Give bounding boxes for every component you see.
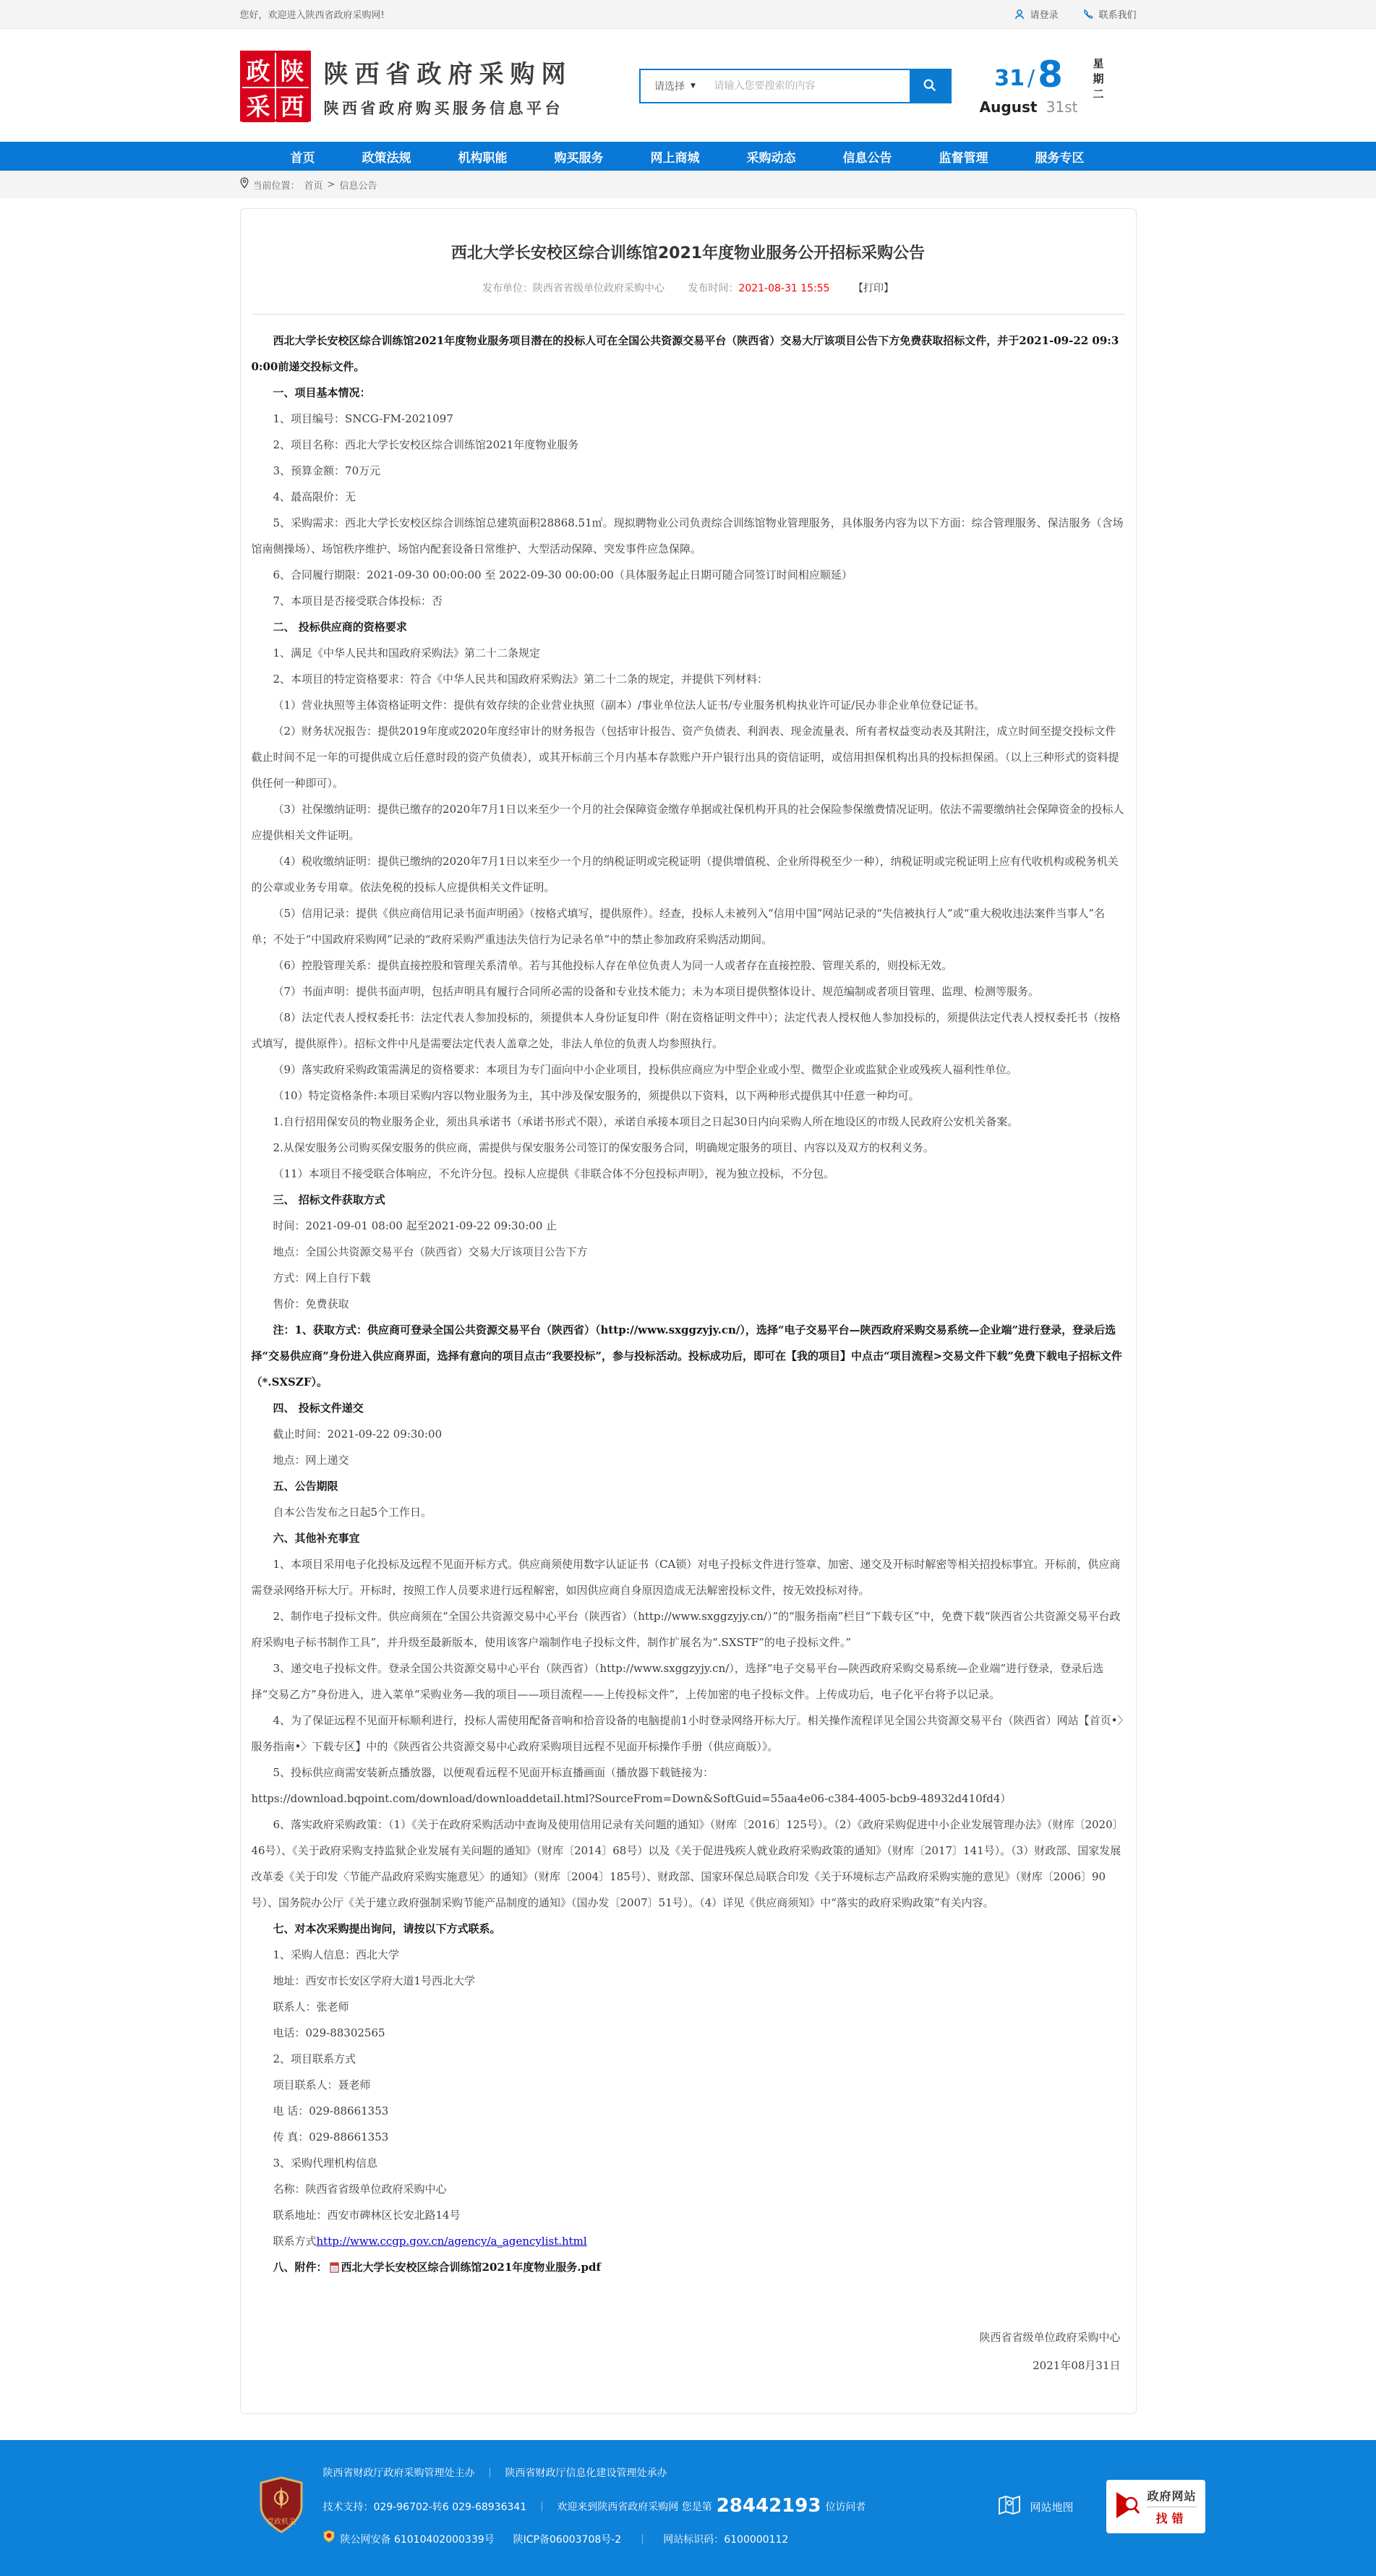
site-name: 陕西省政府采购网: [323, 59, 573, 89]
date-day: 31: [994, 66, 1025, 91]
article-paragraph: 六、其他补充事宜: [273, 1532, 360, 1545]
article-paragraph: 名称：陕西省省级单位政府采购中心: [273, 2183, 447, 2196]
topbar: [0, 0, 1376, 29]
article-paragraph: 地址：西安市长安区学府大道1号西北大学: [273, 1974, 476, 1987]
location-pin-icon: [240, 177, 249, 192]
article-paragraph: 电 话：029-88661353: [273, 2104, 389, 2117]
sitemap-link[interactable]: [998, 2494, 1073, 2519]
search-category-select[interactable]: [641, 70, 710, 102]
footer-visitor-prefix: 欢迎来到陕西省政府采购网 您是第: [557, 2502, 712, 2514]
article-paragraph: （2）财务状况报告：提供2019年度或2020年度经审计的财务报告（包括审计报告、资产负债表、利润表、现金流量表、所有者权益变动表及其附注，成立时间至提交投标文件截止时间不足一年的可提供成立后任意时段的资产负债表），或其开标前三个月内基本存款账户开户银行出具的资信证明，或信用担保机构出具的投标担保函。（以上三种形式的资料提供任何一种即可）。: [251, 725, 1119, 790]
article-paragraph: 2、本项目的特定资格要求：符合《中华人民共和国政府采购法》第二十二条的规定，并提供下列材料：: [273, 673, 769, 686]
article-paragraph: 1.自行招用保安员的物业服务企业，须出具承诺书（承诺书形式不限），承诺自承接本项目之日起30日内向采购人所在地设区的市级人民政府公安机关备案。: [273, 1115, 1019, 1128]
article-paragraph: 2.从保安服务公司购买保安服务的供应商，需提供与保安服务公司签订的保安服务合同，明确规定服务的项目、内容以及双方的权利义务。: [273, 1141, 934, 1154]
date-day-en: 31st: [1046, 98, 1078, 116]
footer-line1: [323, 2462, 866, 2485]
footer-co-organizer: 陕西省财政厅信息化建设管理处承办: [505, 2468, 667, 2479]
user-icon: [1014, 9, 1025, 20]
article-paragraph: 1、采购人信息：西北大学: [273, 1948, 400, 1961]
logo-char: 政: [242, 53, 275, 87]
article-paragraph: 三、 招标文件获取方式: [273, 1193, 385, 1206]
search-input[interactable]: [710, 70, 910, 102]
article-paragraph: 地点：全国公共资源交易平台（陕西省）交易大厅该项目公告下方: [273, 1245, 588, 1258]
search-box: [639, 69, 952, 103]
nav-item-7[interactable]: 监督管理: [939, 150, 988, 166]
phone-icon: [1082, 9, 1094, 20]
page-title: 西北大学长安校区综合训练馆2021年度物业服务公开招标采购公告: [450, 244, 926, 263]
nav-item-4[interactable]: 网上商城: [650, 150, 700, 166]
article-body: [252, 328, 1125, 2254]
article-paragraph: 5、投标供应商需安装新点播放器，以便观看远程不见面开标直播画面（播放器下载链接为：: [273, 1766, 714, 1779]
article-paragraph: 7、本项目是否接受联合体投标：否: [273, 594, 443, 607]
footer-icp[interactable]: 陕ICP备06003708号-2: [513, 2533, 622, 2546]
nav-item-8[interactable]: 服务专区: [1035, 150, 1085, 166]
chevron-down-icon: ▼: [691, 82, 696, 90]
footer-separator: ｜: [637, 2533, 648, 2546]
site-subtitle: 陕西省政府购买服务信息平台: [323, 99, 563, 117]
footer-tech-support: 技术支持：029-96702-转6 029-68936341: [322, 2502, 527, 2514]
article-meta: [252, 281, 1125, 295]
article-paragraph: 截止时间：2021-09-22 09:30:00: [273, 1428, 443, 1441]
attachment-file-link[interactable]: 西北大学长安校区综合训练馆2021年度物业服务.pdf: [341, 2261, 601, 2274]
article-paragraph: 西北大学长安校区综合训练馆2021年度物业服务项目潜在的投标人可在全国公共资源交易平台（陕西省）交易大厅该项目公告下方免费获取招标文件，并于2021-09-22 09:30:00前递交投标文件。: [251, 334, 1119, 373]
footer-site-code: 网站标识码：6100000112: [663, 2533, 789, 2546]
article-paragraph: 1、满足《中华人民共和国政府采购法》第二十二条规定: [273, 647, 541, 660]
article-paragraph: 电话：029-88302565: [273, 2026, 385, 2039]
breadcrumb-home[interactable]: 首页: [304, 180, 323, 192]
article-paragraph: 一、项目基本情况：: [273, 386, 371, 399]
divider: [252, 314, 1125, 315]
article-paragraph: 七、对本次采购提出询问，请按以下方式联系。: [273, 1922, 501, 1935]
article-paragraph: 四、 投标文件递交: [273, 1402, 364, 1415]
article-paragraph: 方式：网上自行下载: [273, 1271, 371, 1284]
article-paragraph: 2、制作电子投标文件。供应商须在“全国公共资源交易中心平台（陕西省）（http://www.sxggzyjy.cn/）”的“服务指南”栏目“下载专区”中，免费下载“陕西省公共资源交易平台政府采购电子标书制作工具”，并升级至最新版本，使用该客户端制作电子投标文件，制作扩展名为“.SXSTF”的电子投标文件。”: [251, 1610, 1121, 1649]
article-paragraph: 联系地址：西安市碑林区长安北路14号: [273, 2209, 461, 2222]
party-gov-shield-icon: [258, 2476, 304, 2537]
article-paragraph: 时间：2021-09-01 08:00 起至2021-09-22 09:30:00 止: [273, 1219, 557, 1232]
map-icon: [998, 2494, 1022, 2519]
article-paragraph: （7）书面声明：提供书面声明，包括声明具有履行合同所必需的设备和专业技术能力；未为本项目提供整体设计、规范编制或者项目管理、监理、检测等服务。: [273, 985, 1040, 998]
footer-visitor-suffix: 位访问者: [825, 2502, 866, 2514]
search-button[interactable]: [910, 70, 950, 102]
footer-separator: ｜: [537, 2502, 547, 2514]
article-paragraph: 五、公告期限: [273, 1480, 338, 1493]
print-button[interactable]: 【打印】: [853, 283, 894, 294]
footer: [0, 2440, 1376, 2576]
article-paragraph: （6）控股管理关系：提供直接控股和管理关系清单。若与其他投标人存在单位负责人为同一人或者存在直接控股、管理关系的，则投标无效。: [273, 959, 953, 972]
date-separator: /: [1027, 66, 1035, 91]
attachment-label: 八、附件：: [273, 2261, 328, 2274]
article-paragraph: 6、落实政府采购政策：（1）《关于在政府采购活动中查询及使用信用记录有关问题的通知》（财库〔2016〕125号）。（2）《政府采购促进中小企业发展管理办法》（财库〔2020〕46号）、《关于政府采购支持监狱企业发展有关问题的通知》（财库〔2014〕68号）以及《关于促进残疾人就业政府采购政策的通知》（财库〔2017〕141号）。（3）财政部、国家发展改革委《关于印发〈节能产品政府采购实施意见〉的通知》（财库〔2004〕185号）、财政部、国家环保总局联合印发《关于环境标志产品政府采购实施的意见》（财库〔2006〕90号）、国务院办公厅《关于建立政府强制采购节能产品制度的通知》（国办发〔2007〕51号）。（4）详见《供应商须知》中“落实的政府采购政策”有关内容。: [251, 1818, 1124, 1909]
date-month-en: August: [979, 98, 1038, 116]
login-link[interactable]: [1014, 7, 1058, 21]
nav-item-0[interactable]: 首页: [290, 150, 315, 166]
main-nav: [0, 142, 1376, 171]
site-header: [0, 29, 1376, 142]
nav-item-2[interactable]: 机构职能: [458, 150, 508, 166]
contact-label: 联系我们: [1098, 10, 1137, 21]
article-paragraph: 地点：网上递交: [273, 1454, 349, 1467]
gov-site-error-report-badge[interactable]: [1106, 2480, 1205, 2533]
nav-item-5[interactable]: 采购动态: [746, 150, 796, 166]
article-paragraph: （5）信用记录：提供《供应商信用记录书面声明函》（按格式填写，提供原件）。经查，投标人未被列入“信用中国”网站记录的“失信被执行人”或“重大税收违法案件当事人”名单；不处于“中国政府采购网”记录的“政府采购严重违法失信行为记录名单”中的禁止参加政府采购活动期间。: [251, 907, 1106, 946]
signature-org: 陕西省省级单位政府采购中心: [979, 2331, 1121, 2344]
article-paragraph: 联系人：张老师: [273, 2000, 349, 2013]
article-paragraph: 2、项目名称：西北大学长安校区综合训练馆2021年度物业服务: [273, 438, 579, 451]
footer-line2: [323, 2485, 866, 2528]
contact-link[interactable]: [1082, 7, 1136, 21]
article-paragraph: 3、采购代理机构信息: [273, 2157, 378, 2170]
article-paragraph: 1、项目编号：SNCG-FM-2021097: [273, 412, 453, 425]
article-paragraph: 传 真：029-88661353: [273, 2131, 389, 2144]
article-paragraph: （4）税收缴纳证明：提供已缴纳的2020年7月1日以来至少一个月的纳税证明或完税证明（提供增值税、企业所得税至少一种），纳税证明或完税证明上应有代收机构或税务机关的公章或业务专用章。依法免税的投标人应提供相关文件证明。: [251, 855, 1119, 894]
footer-line3: [323, 2528, 866, 2551]
visitor-count: 28442193: [716, 2495, 821, 2517]
article-paragraph: 4、最高限价：无: [273, 490, 356, 503]
breadcrumb-label: 当前位置：: [252, 180, 300, 192]
error-finder-icon: [1115, 2489, 1141, 2524]
article-paragraph: 2、项目联系方式: [273, 2052, 356, 2065]
footer-organizer: 陕西省财政厅政府采购管理处主办: [322, 2468, 475, 2479]
error-badge-action: 找错: [1147, 2507, 1196, 2526]
signature-date: 2021年08月31日: [1033, 2359, 1121, 2372]
agency-list-link[interactable]: http://www.ccgp.gov.cn/agency/a_agencylist.html: [316, 2235, 587, 2248]
article-paragraph: （11）本项目不接受联合体响应，不允许分包。投标人应提供《非联合体不分包投标声明》，视为独立投标，不分包。: [273, 1167, 835, 1180]
search-select-label: 请选择: [654, 81, 685, 93]
attachment-file-icon: [328, 2261, 341, 2274]
shield-text: 党政机关: [266, 2518, 296, 2527]
welcome-text: 您好，欢迎进入陕西省政府采购网!: [239, 10, 385, 21]
nav-item-3[interactable]: 购买服务: [554, 150, 604, 166]
article-paragraph: 3、预算金额：70万元: [273, 464, 381, 477]
article-paragraph: 1、本项目采用电子化投标及远程不见面开标方式。供应商须使用数字认证证书（CA锁）对电子投标文件进行签章、加密、递交及开标时解密等相关招投标事宜。开标前，供应商需登录网络开标大厅。开标时，按照工作人员要求进行远程解密，如因供应商自身原因造成无法解密投标文件，按无效投标对待。: [251, 1558, 1121, 1597]
publisher-label: 发布单位：: [482, 283, 533, 294]
article-paragraph: （1）营业执照等主体资格证明文件：提供有效存续的企业营业执照（副本）/事业单位法人证书/专业服务机构执业许可证/民办非企业单位登记证书。: [273, 699, 986, 712]
article-paragraph: 4、为了保证远程不见面开标顺利进行，投标人需使用配备音响和拾音设备的电脑提前1小时登录网络开标大厅。相关操作流程详见全国公共资源交易平台（陕西省）网站【首页•〉服务指南•〉下载专区】中的《陕西省公共资源交易中心政府采购项目远程不见面开标操作手册（供应商版）》。: [251, 1714, 1123, 1753]
attachment-row: [252, 2254, 1125, 2280]
breadcrumb: [0, 171, 1376, 198]
publisher-value: 陕西省省级单位政府采购中心: [532, 283, 665, 294]
article-paragraph: 项目联系人：聂老师: [273, 2078, 371, 2091]
announcement-card: [240, 208, 1137, 2414]
footer-separator: ｜: [484, 2468, 495, 2479]
breadcrumb-sep: >: [327, 179, 336, 190]
signature-block: [252, 2324, 1125, 2380]
article-paragraph: 注：1、获取方式：供应商可登录全国公共资源交易平台（陕西省）（http://www.sxggzyjy.cn/），选择“电子交易平台—陕西政府采购交易系统—企业端”进行登录，登录后选择“交易供应商”身份进入供应商界面，选择有意向的项目点击“我要投标”，参与投标活动。投标成功后，即可在【我的项目】中点击“项目流程>交易文件下载”免费下载电子招标文件（*.SXSZF）。: [251, 1323, 1122, 1389]
main-content: [0, 198, 1376, 2436]
article-paragraph: https://download.bqpoint.com/download/downloaddetail.html?SourceFrom=Down&SoftGuid=55aa4e06-c384-4005-bcb9-48932d410fd4）: [251, 1792, 1012, 1805]
article-paragraph: （8）法定代表人授权委托书：法定代表人参加投标的，须提供本人身份证复印件（附在资格证明文件中）；法定代表人授权他人参加投标的，须提供法定代表人授权委托书（按格式填写，提供原件）。招标文件中凡是需要法定代表人盖章之处，非法人单位的负责人均参照执行。: [251, 1011, 1121, 1050]
article-paragraph: 5、采购需求：西北大学长安校区综合训练馆总建筑面积28868.51㎡。现拟聘物业公司负责综合训练馆物业管理服务，具体服务内容为以下方面：综合管理服务、保洁服务（含场馆南侧操场）、场馆秩序维护、场馆内配套设备日常维护、大型活动保障、突发事件应急保障。: [251, 516, 1124, 555]
site-logo[interactable]: [240, 51, 311, 121]
date-weekday: 星期二: [1091, 58, 1105, 103]
error-badge-title: 政府网站: [1147, 2489, 1197, 2504]
nav-item-6[interactable]: 信息公告: [842, 150, 892, 166]
logo-char: 西: [276, 88, 309, 122]
publish-time-label: 发布时间：: [688, 283, 739, 294]
logo-char: 陕: [276, 53, 309, 87]
article-paragraph: （3）社保缴纳证明：提供已缴存的2020年7月1日以来至少一个月的社会保障资金缴存单据或社保机构开具的社会保险参保缴费情况证明。依法不需要缴纳社会保障资金的投标人应提供相关文件证明。: [251, 803, 1124, 842]
article-paragraph: 联系方式http://www.ccgp.gov.cn/agency/a_agencylist.html: [273, 2235, 587, 2248]
sitemap-label: 网站地图: [1030, 2500, 1074, 2514]
article-paragraph: 售价：免费获取: [273, 1297, 349, 1310]
breadcrumb-current[interactable]: 信息公告: [339, 180, 377, 192]
article-paragraph: （10）特定资格条件:本项目采购内容以物业服务为主，其中涉及保安服务的，须提供以下资料，以下两种形式提供其中任意一种均可。: [273, 1089, 920, 1102]
search-icon: [922, 77, 938, 95]
article-paragraph: （9）落实政府采购政策需满足的资格要求：本项目为专门面向中小企业项目，投标供应商应为中型企业或小型、微型企业或监狱企业或残疾人福利性单位。: [273, 1063, 1018, 1076]
footer-beian[interactable]: 陕公网安备 61010402000339号: [340, 2533, 495, 2546]
date-month: 8: [1038, 54, 1063, 95]
article-paragraph: 二、 投标供应商的资格要求: [273, 620, 407, 634]
publish-time-value: 2021-08-31 15:55: [738, 283, 830, 294]
login-label: 请登录: [1030, 10, 1059, 21]
article-paragraph: 6、合同履行期限：2021-09-30 00:00:00 至 2022-09-30 00:00:00（具体服务起止日期可随合同签订时间相应顺延）: [273, 568, 852, 581]
date-widget: [980, 56, 1137, 116]
article-paragraph: 自本公告发布之日起5个工作日。: [273, 1506, 432, 1519]
police-badge-icon: [323, 2528, 335, 2551]
article-paragraph: 3、递交电子投标文件。登录全国公共资源交易中心平台（陕西省）（http://www.sxggzyjy.cn/），选择“电子交易平台—陕西政府采购交易系统—企业端”进行登录，登录后选择“交易乙方”身份进入，进入菜单“采购业务—我的项目——项目流程——上传投标文件”，上传加密的电子投标文件。上传成功后，电子化平台将予以记录。: [251, 1662, 1104, 1701]
logo-char: 采: [242, 88, 275, 122]
nav-item-1[interactable]: 政策法规: [362, 150, 411, 166]
